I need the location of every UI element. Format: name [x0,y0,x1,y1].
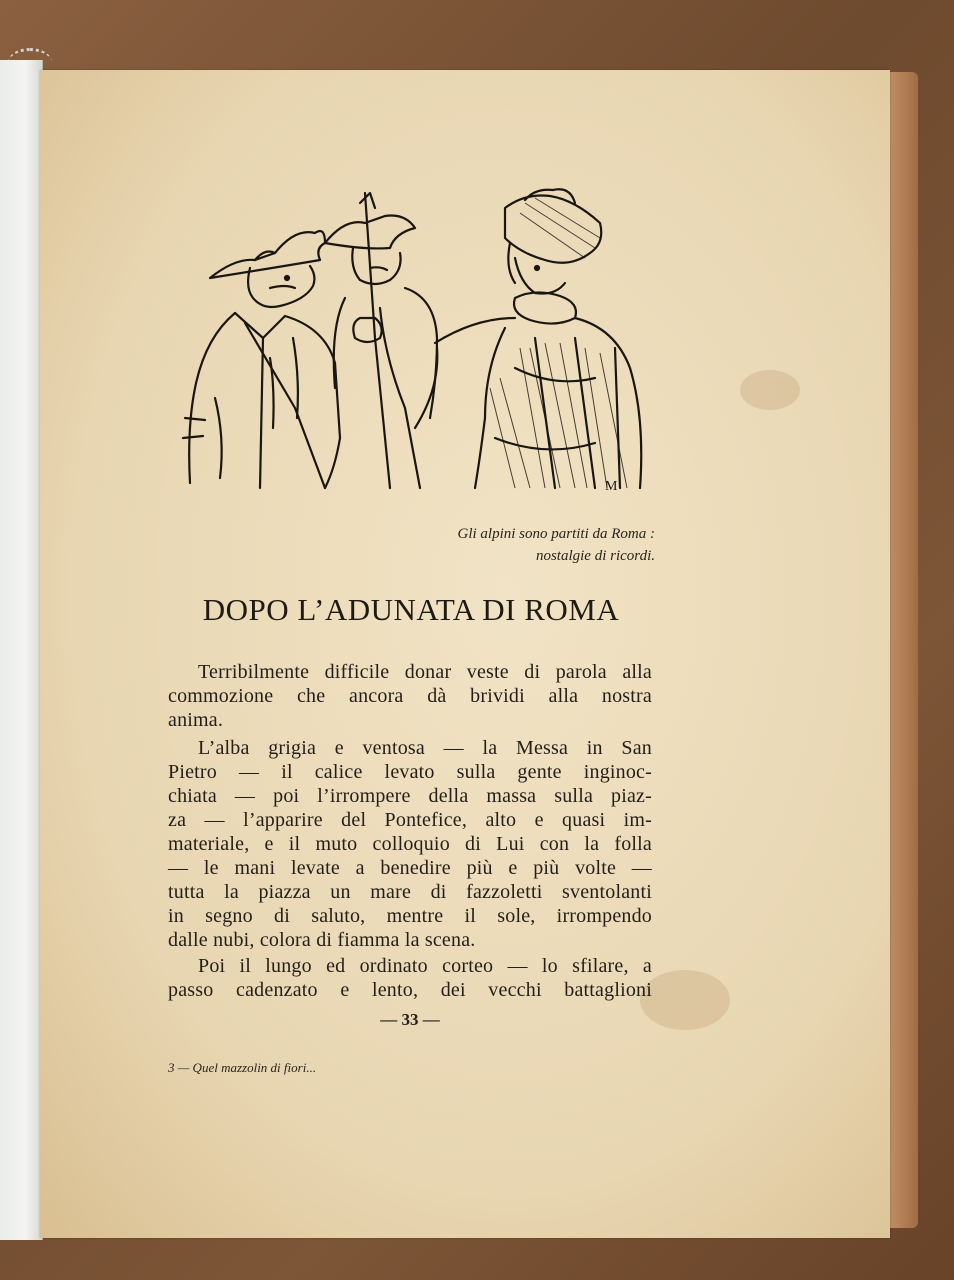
body-text-line: Pietro — il calice levato sulla gente inginoc- [168,761,652,783]
body-text-line: dalle nubi, colora di fiamma la scena. [168,929,476,951]
illustration-caption-line-1: Gli alpini sono partiti da Roma : [457,526,655,542]
body-text-line: materiale, e il muto colloquio di Lui con la folla [168,833,652,855]
body-text-line: chiata — poi l’irrompere della massa sulla piaz- [168,785,652,807]
body-text-line: commozione che ancora dà brividi alla nostra [168,685,652,707]
body-text-line: passo cadenzato e lento, dei vecchi battaglioni [168,979,652,1001]
body-text-line: in segno di saluto, mentre il sole, irrompendo [168,905,652,927]
artist-signature-mark: M [605,479,618,494]
body-text-line: L’alba grigia e ventosa — la Messa in San [198,737,652,759]
chapter-heading: DOPO L’ADUNATA DI ROMA [202,592,620,627]
body-text-line: Poi il lungo ed ordinato corteo — lo sfilare, a [198,955,652,977]
facing-page-edge [0,60,43,1240]
page-number: — 33 — [380,1010,440,1029]
paper-stain [740,370,800,410]
printer-signature: 3 — Quel mazzolin di fiori... [168,1060,317,1075]
body-text-line: za — l’apparire del Pontefice, alto e quasi im- [168,809,652,831]
body-text-line: tutta la piazza un mare di fazzoletti sventolanti [168,881,652,903]
paper-stain [640,970,730,1030]
caricature-illustration [175,188,655,498]
body-text-line: anima. [168,709,224,731]
body-text-line: — le mani levate a benedire più e più volte — [168,857,652,879]
illustration-caption-line-2: nostalgie di ricordi. [535,548,655,564]
body-text-line: Terribilmente difficile donar veste di parola alla [198,661,652,683]
